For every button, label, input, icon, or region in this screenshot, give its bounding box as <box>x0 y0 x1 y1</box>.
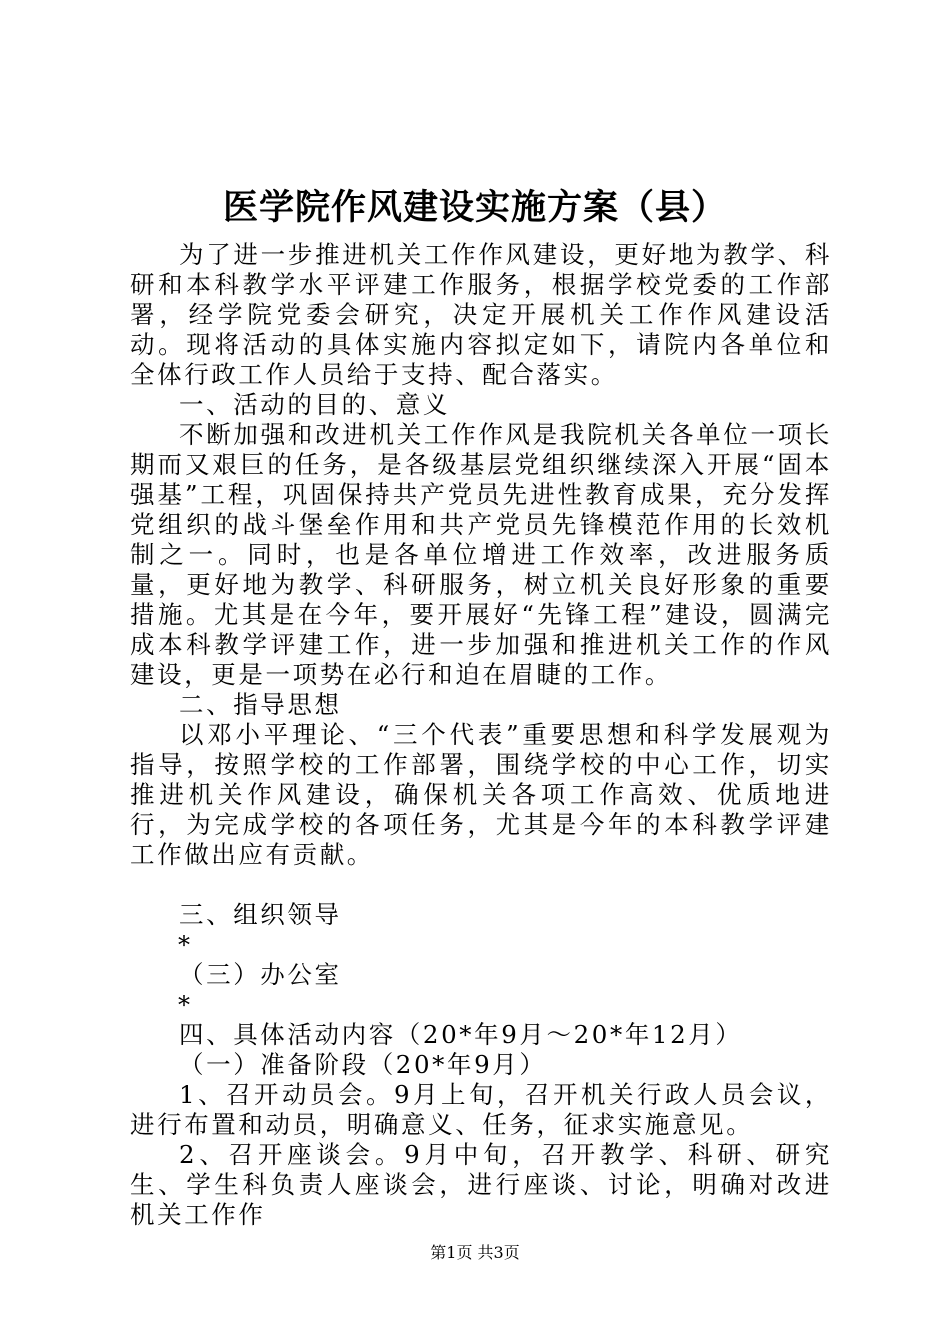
guidance-paragraph: 以邓小平理论、“三个代表”重要思想和科学发展观为指导，按照学校的工作部署，围绕学校的中心工作，切实推进机关作风建设，确保机关各项工作高效、优质地进行，为完成学校的各项任务，尤其是今年的本科教学评建工作做出应有贡献。 <box>130 720 832 869</box>
section-heading-activities: 四、具体活动内容（20*年9月～20*年12月） <box>179 1020 743 1049</box>
activity-item-2: 2、召开座谈会。9月中旬，召开教学、科研、研究生、学生科负责人座谈会，进行座谈、讨论，明确对改进机关工作作 <box>130 1140 832 1229</box>
section-heading-guidance: 二、指导思想 <box>179 690 342 719</box>
section-heading-purpose: 一、活动的目的、意义 <box>179 390 450 419</box>
office-heading: （三）办公室 <box>179 960 342 989</box>
intro-paragraph: 为了进一步推进机关工作作风建设，更好地为教学、科研和本科教学水平评建工作服务，根据学校党委的工作部署，经学院党委会研究，决定开展机关工作作风建设活动。现将活动的具体实施内容拟定如下，请院内各单位和全体行政工作人员给于支持、配合落实。 <box>130 240 832 389</box>
section-heading-organization: 三、组织领导 <box>179 900 342 929</box>
paragraph-gap <box>130 870 832 900</box>
purpose-paragraph: 不断加强和改进机关工作作风是我院机关各单位一项长期而又艰巨的任务，是各级基层党组织继续深入开展“固本强基”工程，巩固保持共产党员先进性教育成果，充分发挥党组织的战斗堡垒作用和共产党员先锋模范作用的长效机制之一。同时，也是各单位增进工作效率，改进服务质量，更好地为教学、科研服务，树立机关良好形象的重要措施。尤其是在今年，要开展好“先锋工程”建设，圆满完成本科教学评建工作，进一步加强和推进机关工作的作风建设，更是一项势在必行和迫在眉睫的工作。 <box>130 420 832 689</box>
placeholder-asterisk: * <box>178 991 193 1019</box>
document-title: 医学院作风建设实施方案（县） <box>222 187 727 228</box>
page-number-footer: 第1页 共3页 <box>430 1243 520 1262</box>
activity-item-1: 1、召开动员会。9月上旬，召开机关行政人员会议，进行布置和动员，明确意义、任务，征求实施意见。 <box>130 1080 832 1139</box>
document-body <box>130 240 832 1230</box>
placeholder-asterisk: * <box>178 931 193 959</box>
stage-heading-preparation: （一）准备阶段（20*年9月） <box>179 1050 547 1079</box>
